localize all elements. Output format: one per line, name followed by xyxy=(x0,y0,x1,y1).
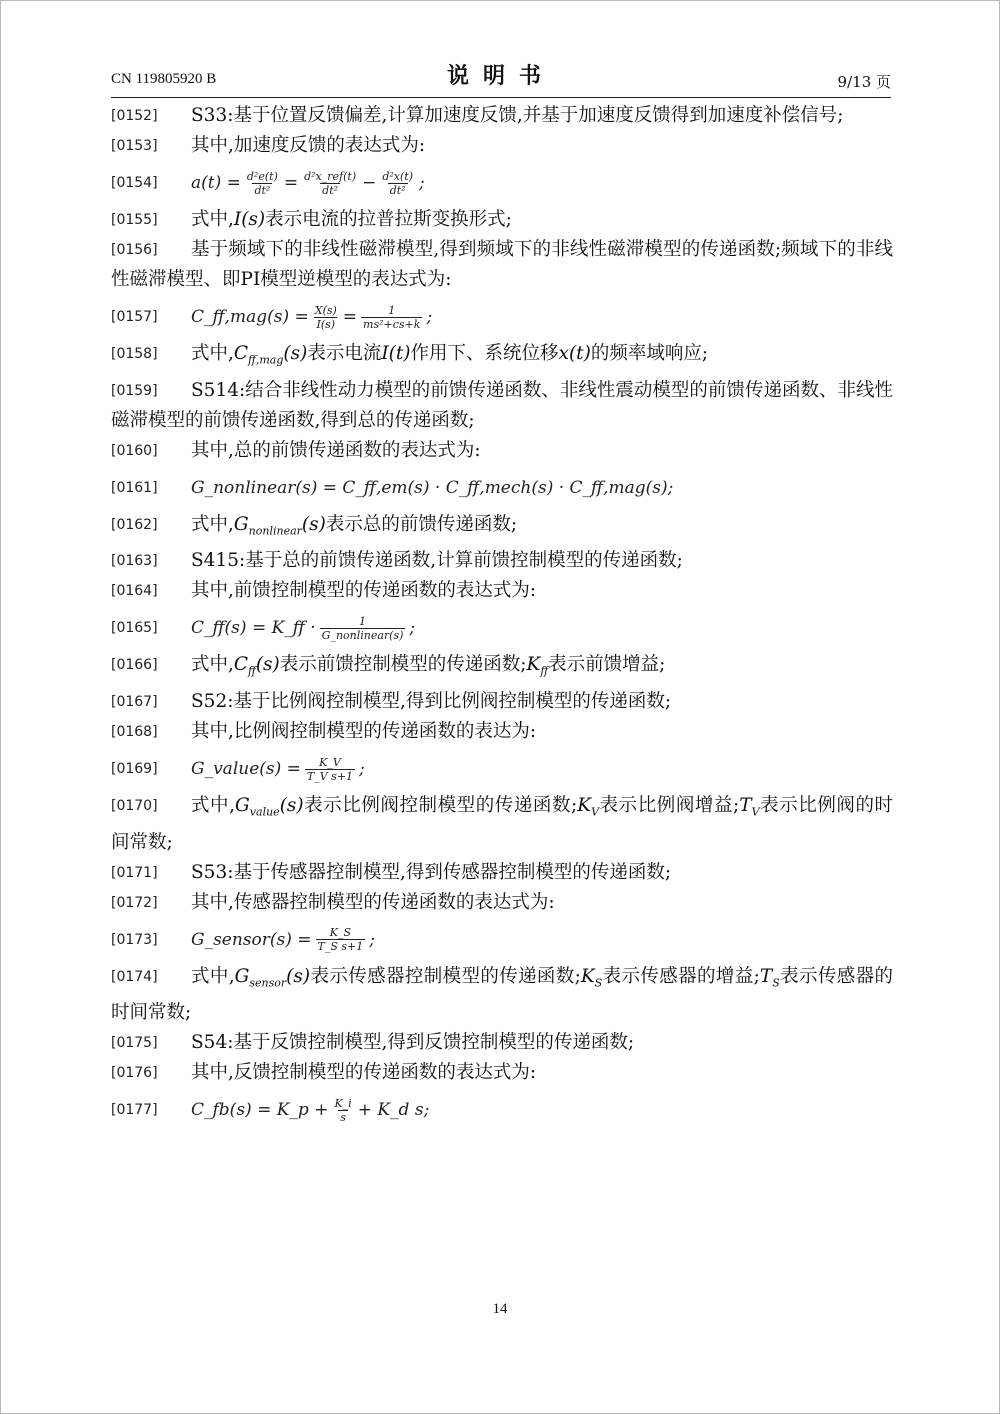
symbol-base: T xyxy=(759,965,773,987)
paragraph-0163 xyxy=(111,546,893,576)
formula-end: ; xyxy=(667,477,674,498)
denominator: dt² xyxy=(322,183,339,197)
paragraph-tag: [0167] xyxy=(111,694,158,711)
math-symbol xyxy=(233,343,308,367)
total-feedforward-formula xyxy=(191,466,673,510)
fraction xyxy=(316,926,366,953)
paragraph-tag: [0177] xyxy=(111,1102,158,1119)
math-symbol: I(t) xyxy=(381,343,411,364)
document-title: 说明书 xyxy=(446,63,555,89)
paragraph-tag: [0155] xyxy=(111,212,158,228)
symbol-subscript: nonlinear xyxy=(248,524,302,538)
text-run: 式中, xyxy=(191,209,234,230)
math-symbol xyxy=(233,513,326,538)
paragraph-tag: [0156] xyxy=(111,242,158,258)
symbol-subscript: S xyxy=(772,976,780,990)
denominator: I(s) xyxy=(316,317,336,331)
acceleration-formula xyxy=(191,161,425,205)
formula-expression: G_nonlinear(s) = C_ff,em(s) · C_ff,mech(s) · C_ff,mag(s) xyxy=(191,477,668,498)
paragraph-0176 xyxy=(111,1058,893,1088)
text-run: 式中, xyxy=(191,965,235,987)
symbol-subscript: ff xyxy=(540,665,549,679)
math-symbol xyxy=(235,795,304,819)
paragraph-0156 xyxy=(111,235,893,295)
symbol-subscript: value xyxy=(249,805,280,819)
paragraph-0155 xyxy=(111,205,893,235)
paragraph-tag: [0160] xyxy=(111,442,158,459)
paragraph-0160 xyxy=(111,436,893,466)
paragraph-tag: [0161] xyxy=(111,479,158,496)
equation-0169 xyxy=(111,747,893,791)
denominator: dt² xyxy=(389,183,406,197)
numerator: K_S xyxy=(329,926,352,940)
hysteresis-formula xyxy=(191,295,432,339)
math-symbol xyxy=(577,795,600,819)
fraction xyxy=(380,170,415,197)
equation-0173 xyxy=(111,918,893,962)
fraction xyxy=(305,756,355,783)
paragraph-0166 xyxy=(111,650,893,687)
text-run: 表示比例阀增益; xyxy=(599,795,740,817)
paragraph-tag: [0159] xyxy=(111,382,158,399)
minus-sign: − xyxy=(362,173,377,193)
text-run: 表示传感器的增益; xyxy=(602,965,760,987)
paragraph-0158 xyxy=(111,339,893,376)
page-number: 14 xyxy=(492,1301,508,1317)
paragraph-text: 其中,总的前馈传递函数的表达式为: xyxy=(191,439,481,461)
paragraph-text xyxy=(111,650,893,687)
text-run: 表示前馈增益; xyxy=(548,654,666,676)
paragraph-text: S415:基于总的前馈传递函数,计算前馈控制模型的传递函数; xyxy=(191,550,683,572)
paragraph-tag: [0173] xyxy=(111,931,158,948)
paragraph-0162 xyxy=(111,510,893,547)
paragraph-tag: [0175] xyxy=(111,1035,158,1052)
paragraph-text: 基于频域下的非线性磁滞模型,得到频域下的非线性磁滞模型的传递函数;频域下的非线性磁滞模型、即PI模型逆模型的表达式为: xyxy=(111,239,893,290)
symbol-base: K xyxy=(577,795,592,817)
paragraph-0152 xyxy=(111,101,893,131)
paragraph-tag: [0176] xyxy=(111,1065,158,1082)
fraction xyxy=(320,615,406,642)
numerator: K_V xyxy=(319,755,341,769)
numerator: X(s) xyxy=(314,303,337,317)
symbol-base: G xyxy=(233,513,249,535)
paragraph-tag: [0164] xyxy=(111,583,158,600)
denominator: T_V s+1 xyxy=(306,769,354,783)
symbol-arg: (s) xyxy=(255,654,280,676)
paragraph-0159 xyxy=(111,376,893,436)
denominator: T_S s+1 xyxy=(317,940,364,954)
math-symbol xyxy=(580,965,603,990)
equation-0177 xyxy=(111,1088,893,1132)
sensor-formula xyxy=(191,918,375,962)
paragraph-tag: [0165] xyxy=(111,620,158,637)
symbol-base: K xyxy=(526,654,541,676)
formula-end: ; xyxy=(369,929,376,950)
paragraph-tag: [0170] xyxy=(111,798,158,815)
paragraph-0168 xyxy=(111,717,893,747)
paragraph-0167 xyxy=(111,687,893,717)
fraction xyxy=(245,170,280,197)
paragraph-text: S52:基于比例阀控制模型,得到比例阀控制模型的传递函数; xyxy=(191,691,672,713)
formula-lhs: G_sensor(s) = xyxy=(191,929,312,950)
paragraph-tag: [0152] xyxy=(111,108,158,124)
equals-sign: = xyxy=(283,173,299,193)
paragraph-0153 xyxy=(111,131,893,161)
symbol-arg: (s) xyxy=(283,343,308,364)
paragraph-0174 xyxy=(111,962,893,1029)
page-indicator: 9/13 页 xyxy=(837,73,891,91)
formula-rest: + K_d s xyxy=(357,1100,424,1121)
paragraph-text: S54:基于反馈控制模型,得到反馈控制模型的传递函数; xyxy=(191,1032,635,1054)
paragraph-text: 其中,加速度反馈的表达式为: xyxy=(191,135,426,156)
formula-end: ; xyxy=(423,1100,430,1121)
feedforward-control-formula xyxy=(191,606,415,650)
denominator: G_nonlinear(s) xyxy=(321,628,404,642)
paragraph-text xyxy=(111,339,893,376)
numerator: K_i xyxy=(334,1096,352,1110)
denominator: s xyxy=(340,1110,346,1124)
paragraph-tag: [0157] xyxy=(111,309,158,325)
paragraph-text xyxy=(111,510,893,547)
numerator: 1 xyxy=(359,614,367,628)
numerator: d²x_ref(t) xyxy=(304,169,357,183)
fraction xyxy=(332,1097,353,1124)
paragraph-0171 xyxy=(111,858,893,888)
text-run: 表示电流 xyxy=(307,343,382,364)
math-symbol xyxy=(234,965,311,990)
denominator: dt² xyxy=(254,183,271,197)
paragraph-tag: [0168] xyxy=(111,724,158,741)
symbol-subscript: V xyxy=(751,805,760,819)
text-run: 式中, xyxy=(191,654,234,676)
symbol-subscript: V xyxy=(591,805,600,819)
paragraph-text xyxy=(111,205,893,235)
fraction xyxy=(313,304,339,331)
math-symbol xyxy=(759,965,780,990)
formula-lhs: C_ff,mag(s) = xyxy=(191,307,309,327)
equation-0157 xyxy=(111,295,893,339)
math-symbol xyxy=(526,654,549,679)
math-symbol: x(t) xyxy=(558,343,591,364)
text-run: 表示传感器的时间常数; xyxy=(111,965,893,1024)
symbol-base: K xyxy=(580,965,595,987)
paragraph-tag: [0158] xyxy=(111,346,158,362)
formula-lhs: G_value(s) = xyxy=(191,759,301,780)
formula-end: ; xyxy=(359,759,365,780)
paragraph-tag: [0171] xyxy=(111,864,158,881)
symbol-base: T xyxy=(739,795,752,817)
text-run: 表示传感器控制模型的传递函数; xyxy=(310,965,581,987)
paragraph-0170 xyxy=(111,791,893,858)
equation-0161 xyxy=(111,466,893,510)
denominator: ms²+cs+k xyxy=(363,317,421,331)
formula-lhs: C_ff(s) = K_ff · xyxy=(191,618,316,639)
text-run: 表示电流的拉普拉斯变换形式; xyxy=(265,209,512,230)
formula-end: ; xyxy=(409,618,416,639)
paragraph-tag: [0172] xyxy=(111,894,158,911)
paragraph-text: 其中,前馈控制模型的传递函数的表达式为: xyxy=(191,580,537,602)
formula-lhs: a(t) = xyxy=(191,173,241,193)
paragraph-text: S53:基于传感器控制模型,得到传感器控制模型的传递函数; xyxy=(191,861,672,883)
pid-feedback-formula xyxy=(191,1088,429,1132)
paragraph-text: S514:结合非线性动力模型的前馈传递函数、非线性震动模型的前馈传递函数、非线性磁滞模型的前馈传递函数,得到总的传递函数; xyxy=(111,379,893,431)
equation-0154 xyxy=(111,161,893,205)
text-run: 作用下、系统位移 xyxy=(410,343,559,364)
symbol-subscript: ff xyxy=(248,665,256,679)
paragraph-tag: [0163] xyxy=(111,553,158,570)
symbol-subscript: sensor xyxy=(249,976,287,990)
page-footer xyxy=(1,1301,999,1318)
paragraph-tag: [0153] xyxy=(111,138,158,154)
numerator: d²e(t) xyxy=(246,169,278,183)
math-symbol xyxy=(739,795,760,819)
symbol-base: C xyxy=(233,343,249,364)
page-header xyxy=(111,59,891,98)
symbol-base: G xyxy=(234,965,250,987)
symbol-subscript: ff,mag xyxy=(248,353,284,367)
paragraph-0175 xyxy=(111,1028,893,1058)
symbol-arg: (s) xyxy=(286,965,311,987)
paragraph-text: 其中,传感器控制模型的传递函数的表达式为: xyxy=(191,891,555,913)
paragraph-text: 其中,比例阀控制模型的传递函数的表达为: xyxy=(191,721,537,743)
symbol-subscript: S xyxy=(594,976,603,990)
paragraph-0172 xyxy=(111,888,893,918)
formula-lhs: C_fb(s) = K_p + xyxy=(191,1100,329,1121)
paragraph-text: S33:基于位置反馈偏差,计算加速度反馈,并基于加速度反馈得到加速度补偿信号; xyxy=(191,105,844,126)
symbol-arg: (s) xyxy=(279,795,304,817)
paragraph-tag: [0169] xyxy=(111,761,158,778)
formula-end: ; xyxy=(426,307,433,327)
paragraph-tag: [0174] xyxy=(111,968,158,985)
paragraph-text xyxy=(111,791,893,858)
paragraph-0164 xyxy=(111,576,893,606)
text-run: 表示比例阀的时间常数; xyxy=(111,795,894,853)
fraction xyxy=(361,304,422,331)
text-run: 表示比例阀控制模型的传递函数; xyxy=(303,795,578,817)
symbol-base: C xyxy=(233,654,249,676)
equation-0165 xyxy=(111,606,893,650)
text-run: 的频率域响应; xyxy=(590,343,709,364)
text-run: 式中, xyxy=(191,513,234,535)
text-run: 表示总的前馈传递函数; xyxy=(325,513,518,535)
paragraph-text: 其中,反馈控制模型的传递函数的表达式为: xyxy=(191,1062,537,1084)
symbol-arg: (s) xyxy=(301,513,326,535)
math-symbol: I(s) xyxy=(233,209,266,230)
valve-formula xyxy=(191,747,365,791)
text-run: 式中, xyxy=(191,343,234,364)
fraction xyxy=(302,170,358,197)
paragraph-tag: [0162] xyxy=(111,516,158,533)
paragraph-tag: [0166] xyxy=(111,657,158,674)
formula-end: ; xyxy=(419,173,425,193)
document-body xyxy=(111,101,893,1132)
patent-number: CN 119805920 B xyxy=(111,71,217,87)
numerator: d²x(t) xyxy=(382,169,414,183)
text-run: 表示前馈控制模型的传递函数; xyxy=(279,654,527,676)
text-run: 式中, xyxy=(191,795,236,817)
paragraph-text xyxy=(111,962,893,1029)
numerator: 1 xyxy=(388,303,396,317)
paragraph-tag: [0154] xyxy=(111,175,158,191)
math-symbol xyxy=(233,654,280,679)
symbol-base: G xyxy=(235,795,250,817)
equals-sign: = xyxy=(342,307,358,327)
